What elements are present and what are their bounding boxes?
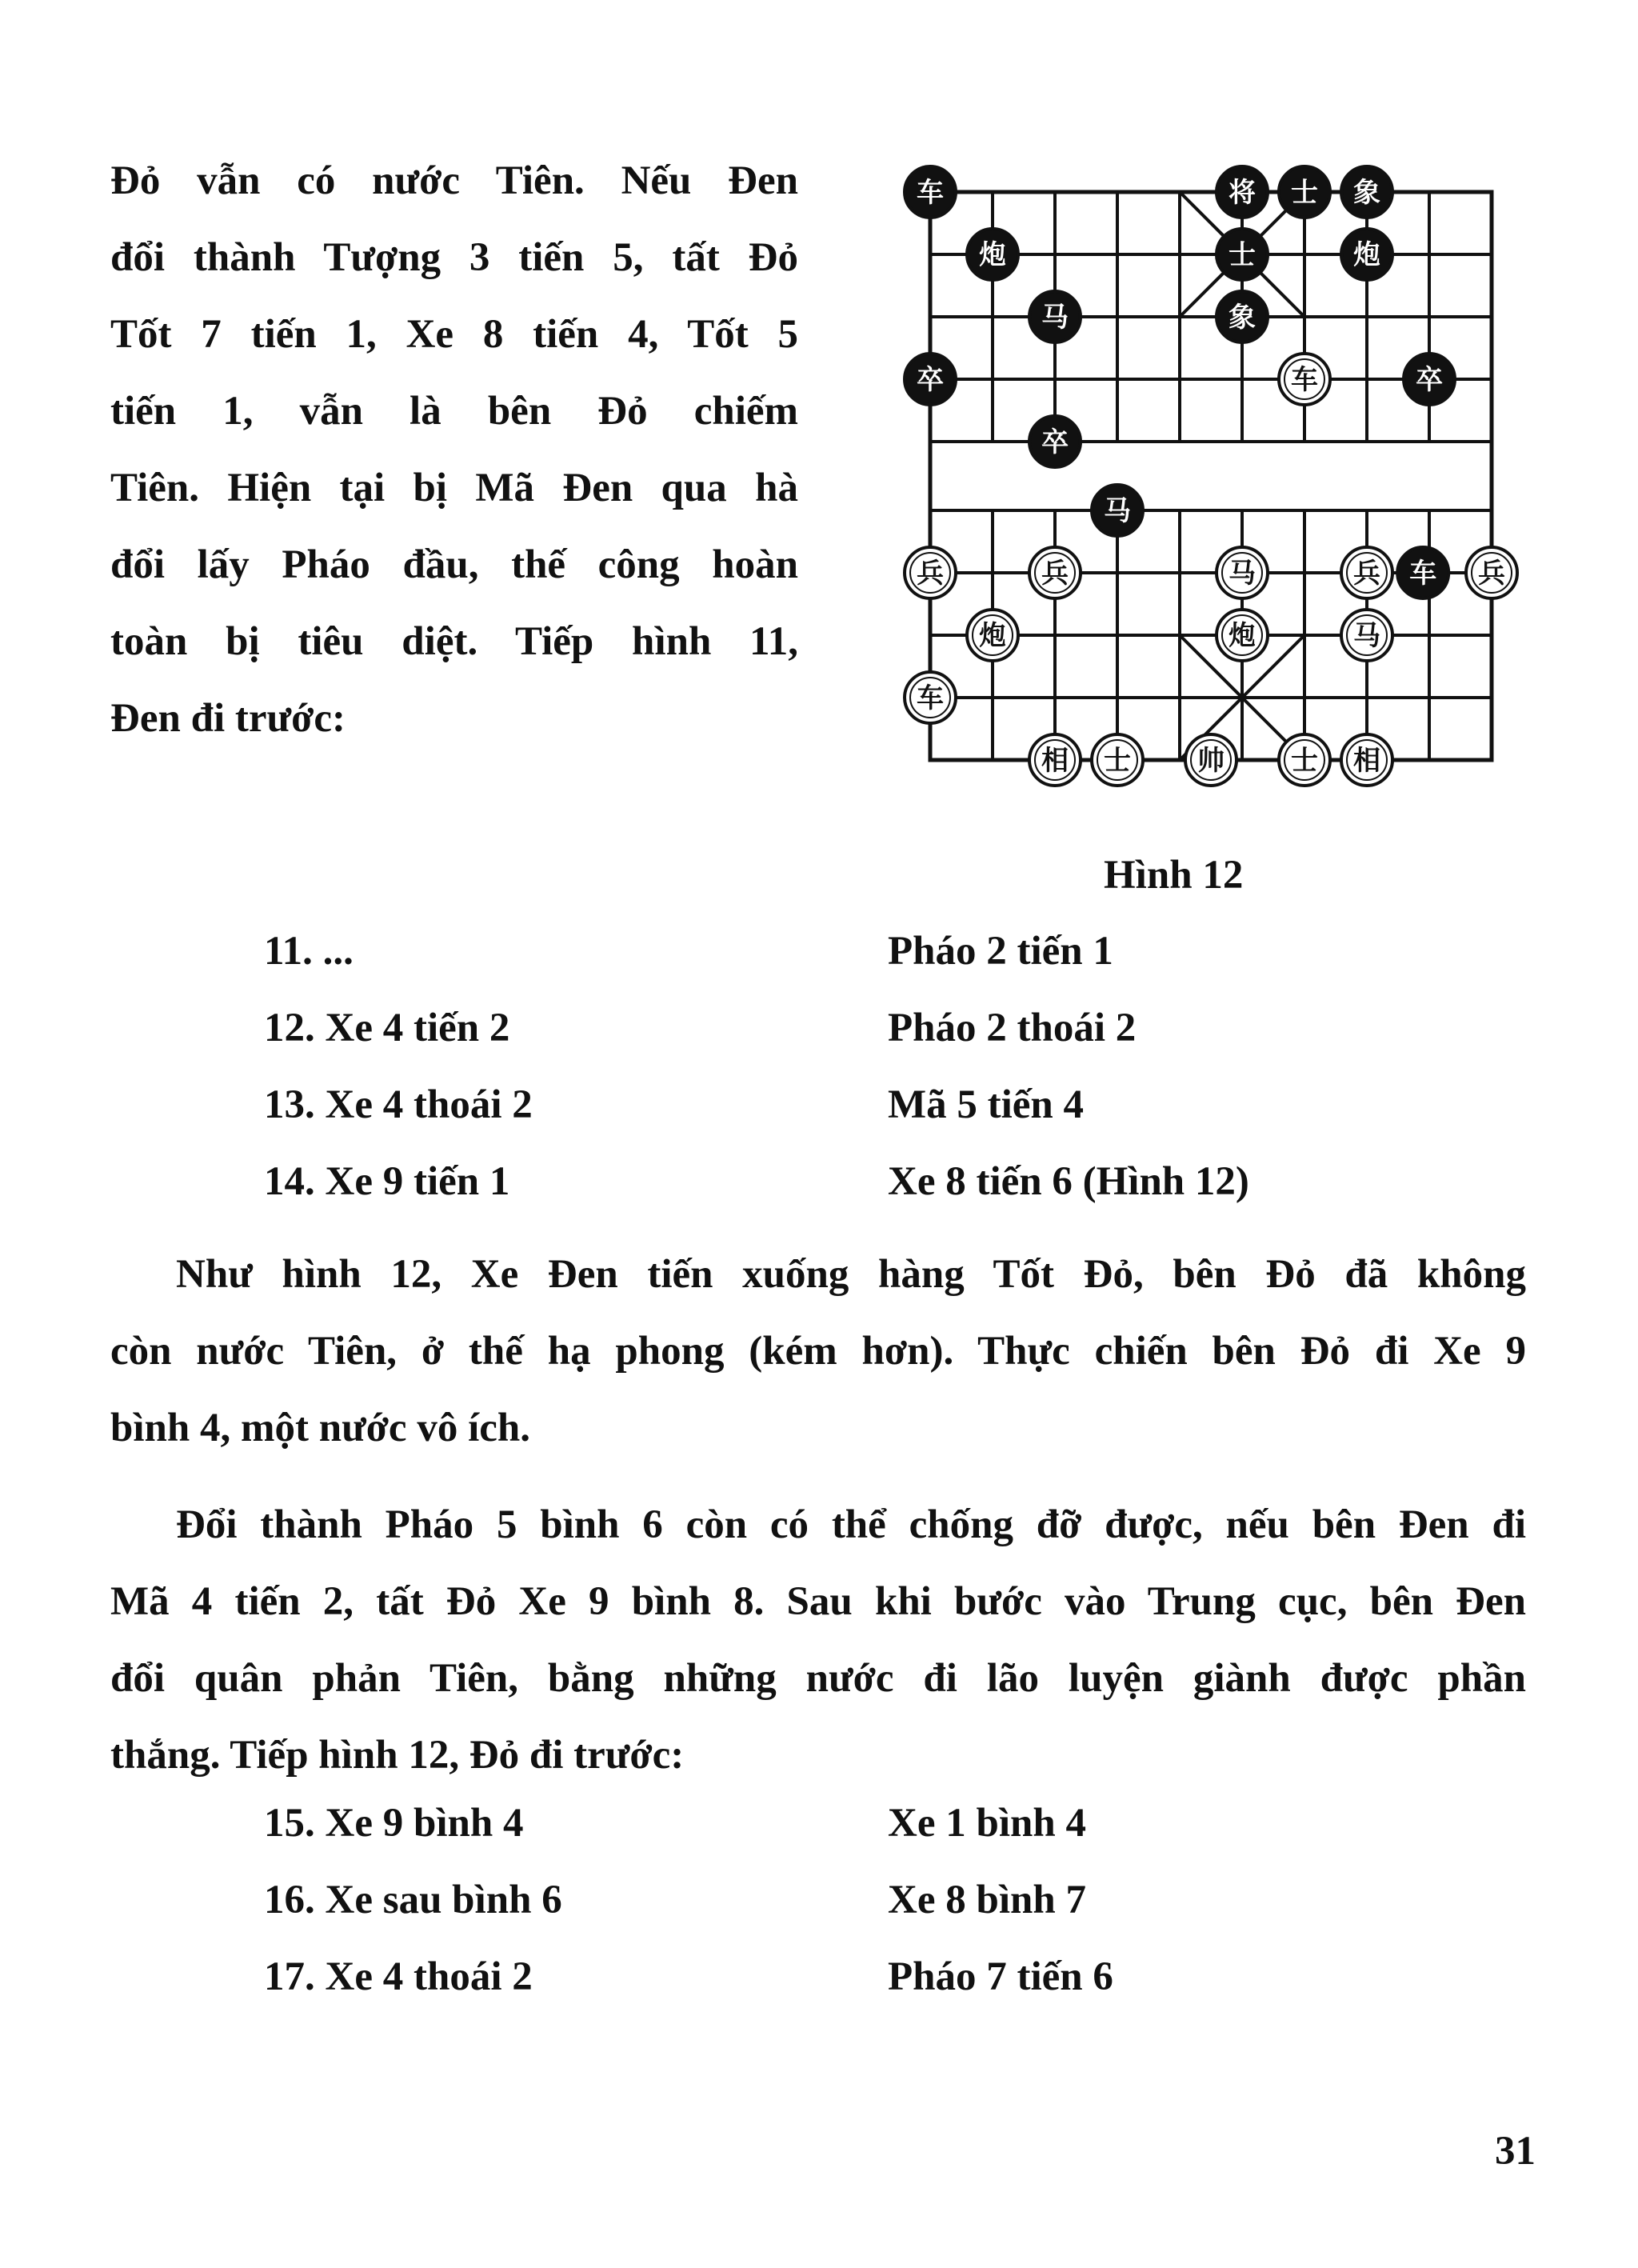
black-move: Xe 8 tiến 6 (Hình 12)	[888, 1159, 1249, 1204]
black-piece	[1279, 166, 1330, 218]
intro-line: toàn bị tiêu diệt. Tiếp hình 11,	[110, 619, 798, 664]
paragraph-2	[110, 1486, 1526, 1794]
black-move: Pháo 7 tiến 6	[888, 1954, 1113, 1999]
red-move: 14. Xe 9 tiến 1	[264, 1159, 510, 1204]
piece-label: 炮	[979, 239, 1006, 271]
black-move: Xe 1 bình 4	[888, 1801, 1086, 1846]
piece-label: 兵	[1041, 558, 1069, 590]
black-piece	[1217, 229, 1268, 280]
piece-label: 炮	[1353, 239, 1380, 271]
xiangqi-board-figure	[884, 152, 1505, 816]
black-piece	[967, 229, 1018, 280]
piece-label: 相	[1041, 745, 1069, 777]
move-row	[264, 1005, 1544, 1082]
piece-label: 士	[1291, 177, 1318, 209]
move-row	[264, 1082, 1544, 1158]
red-move: 12. Xe 4 tiến 2	[264, 1006, 510, 1050]
paragraph-line: bình 4, một nước vô ích.	[110, 1406, 530, 1450]
piece-label: 卒	[917, 364, 944, 396]
figure-caption: Hình 12	[1104, 853, 1244, 898]
piece-label: 士	[1291, 745, 1318, 777]
red-piece	[905, 547, 956, 598]
piece-label: 马	[1353, 620, 1380, 652]
piece-label: 兵	[1478, 558, 1505, 590]
black-piece	[1092, 485, 1143, 536]
black-piece	[1404, 354, 1455, 405]
piece-label: 士	[1104, 745, 1131, 777]
moves-table-1	[264, 928, 1544, 1235]
moves-table-2	[264, 1800, 1544, 2030]
piece-label: 马	[1228, 558, 1256, 590]
piece-label: 兵	[917, 558, 944, 590]
black-piece	[1341, 166, 1392, 218]
red-piece	[1341, 734, 1392, 786]
black-piece	[905, 166, 956, 218]
red-piece	[1279, 734, 1330, 786]
paragraph-line: còn nước Tiên, ở thế hạ phong (kém hơn). Thực chiến bên Đỏ đi Xe 9	[110, 1329, 1526, 1374]
paragraph-line: Như hình 12, Xe Đen tiến xuống hàng Tốt Đỏ, bên Đỏ đã không	[176, 1252, 1526, 1297]
red-move: 13. Xe 4 thoái 2	[264, 1082, 533, 1127]
piece-label: 卒	[1041, 426, 1069, 458]
move-row	[264, 1954, 1544, 2030]
red-piece	[1279, 354, 1330, 405]
red-piece	[1029, 734, 1081, 786]
piece-label: 象	[1228, 302, 1256, 334]
board-frame	[930, 192, 1492, 760]
paragraph-line: thắng. Tiếp hình 12, Đỏ đi trước:	[110, 1733, 685, 1778]
move-row	[264, 1158, 1544, 1235]
piece-label: 马	[1104, 495, 1131, 527]
intro-line: đổi thành Tượng 3 tiến 5, tất Đỏ	[110, 235, 798, 280]
paragraph-1	[110, 1236, 1526, 1466]
move-row	[264, 928, 1544, 1005]
black-piece	[905, 354, 956, 405]
intro-line: Đen đi trước:	[110, 696, 346, 741]
black-piece	[1217, 291, 1268, 342]
intro-paragraph	[110, 142, 798, 757]
red-piece	[1217, 547, 1268, 598]
piece-label: 帅	[1197, 745, 1225, 777]
red-piece	[1341, 610, 1392, 661]
black-move: Pháo 2 tiến 1	[888, 929, 1113, 974]
piece-label: 车	[917, 177, 944, 209]
page-number: 31	[1495, 2129, 1536, 2174]
black-piece	[1397, 547, 1448, 598]
piece-label: 车	[1409, 558, 1437, 590]
red-piece	[905, 672, 956, 723]
red-move: 11. ...	[264, 929, 354, 974]
piece-label: 炮	[979, 620, 1006, 652]
intro-line: Tốt 7 tiến 1, Xe 8 tiến 4, Tốt 5	[110, 312, 798, 357]
intro-line: Tiên. Hiện tại bị Mã Đen qua hà	[110, 466, 798, 510]
piece-label: 相	[1353, 745, 1380, 777]
red-move: 15. Xe 9 bình 4	[264, 1801, 524, 1846]
red-piece	[967, 610, 1018, 661]
xiangqi-board	[884, 152, 1505, 816]
piece-label: 将	[1228, 177, 1256, 209]
black-move: Pháo 2 thoái 2	[888, 1006, 1137, 1050]
paragraph-line: Mã 4 tiến 2, tất Đỏ Xe 9 bình 8. Sau khi bước vào Trung cục, bên Đen	[110, 1579, 1526, 1624]
move-row	[264, 1877, 1544, 1954]
piece-label: 马	[1041, 302, 1069, 334]
red-piece	[1185, 734, 1236, 786]
move-row	[264, 1800, 1544, 1877]
black-piece	[1029, 291, 1081, 342]
red-move: 16. Xe sau bình 6	[264, 1878, 562, 1922]
piece-label: 士	[1228, 239, 1256, 271]
paragraph-line: đổi quân phản Tiên, bằng những nước đi lão luyện giành được phần	[110, 1656, 1526, 1701]
black-piece	[1029, 416, 1081, 467]
red-move: 17. Xe 4 thoái 2	[264, 1954, 533, 1999]
red-piece	[1092, 734, 1143, 786]
piece-label: 象	[1353, 177, 1380, 209]
red-piece	[1341, 547, 1392, 598]
black-piece	[1341, 229, 1392, 280]
red-piece	[1029, 547, 1081, 598]
intro-line: Đỏ vẫn có nước Tiên. Nếu Đen	[110, 158, 798, 203]
piece-label: 兵	[1353, 558, 1380, 590]
red-piece	[1466, 547, 1517, 598]
red-piece	[1217, 610, 1268, 661]
piece-label: 炮	[1228, 620, 1256, 652]
intro-line: tiến 1, vẫn là bên Đỏ chiếm	[110, 389, 798, 434]
piece-label: 车	[1291, 364, 1318, 396]
piece-label: 车	[917, 682, 944, 714]
intro-line: đổi lấy Pháo đầu, thế công hoàn	[110, 542, 798, 587]
piece-label: 卒	[1416, 364, 1443, 396]
black-piece	[1217, 166, 1268, 218]
paragraph-line: Đổi thành Pháo 5 bình 6 còn có thể chống đỡ được, nếu bên Đen đi	[176, 1502, 1526, 1547]
black-move: Mã 5 tiến 4	[888, 1082, 1085, 1127]
black-move: Xe 8 bình 7	[888, 1878, 1086, 1922]
